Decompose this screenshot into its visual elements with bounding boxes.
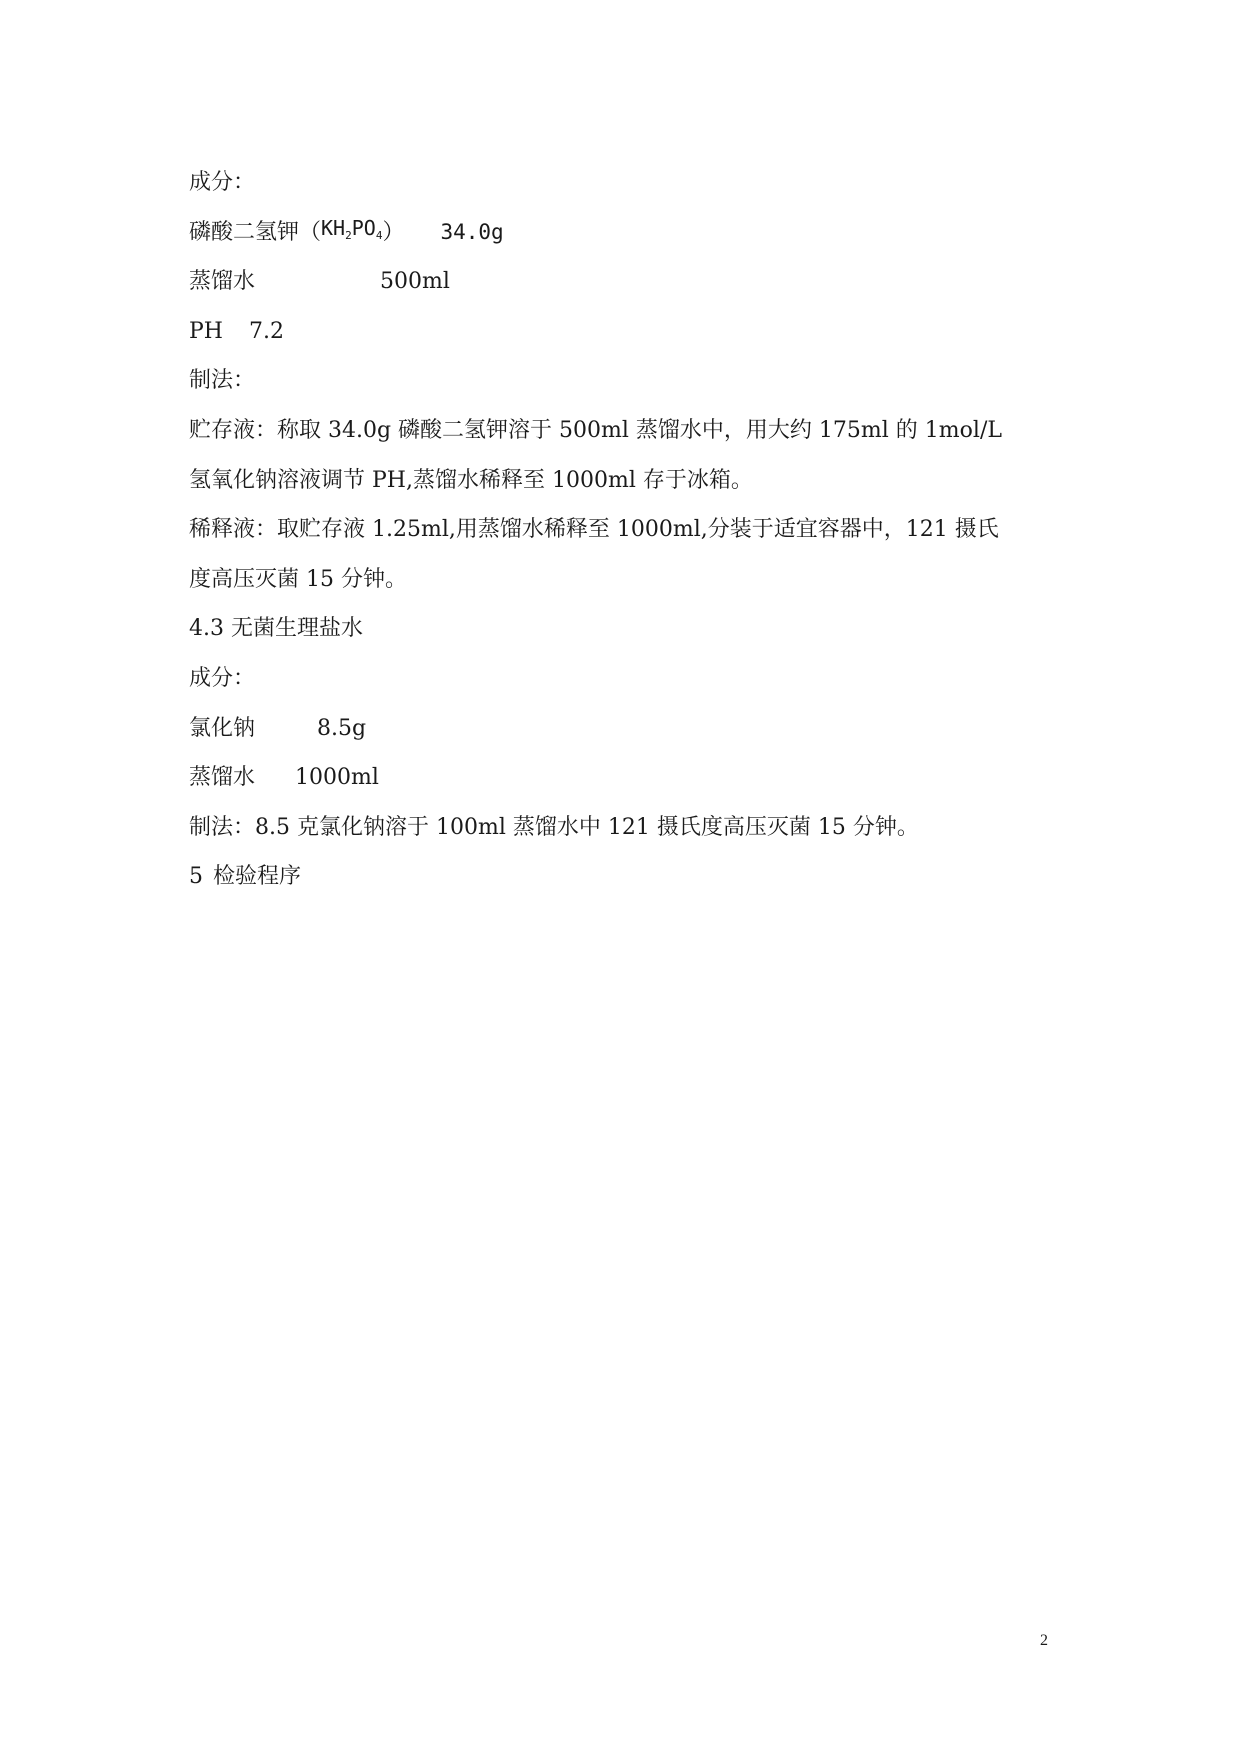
ingredient-name: 磷酸二氢钾（ <box>189 219 322 245</box>
section-heading-5 <box>189 852 1069 902</box>
method-label: 制法： <box>189 368 256 394</box>
section-heading-4-3: 4.3 无菌生理盐水 <box>189 616 363 642</box>
ingredient-amount: 1000ml <box>295 765 379 791</box>
stock-solution-line-2: 氢氧化钠溶液调节 PH,蒸馏水稀释至 1000ml 存于冰箱。 <box>189 467 753 493</box>
composition-label: 成分： <box>189 170 256 195</box>
ph-value: 7.2 <box>249 318 284 344</box>
document-body <box>189 158 1069 902</box>
ingredient-name: 蒸馏水 <box>189 269 256 295</box>
ingredient-distilled-water-2 <box>189 753 1069 803</box>
ingredient-distilled-water <box>189 257 1069 307</box>
dilution-line-1: 稀释液：取贮存液 1.25ml,用蒸馏水稀释至 1000ml,分装于适宜容器中，121 摄氏 <box>189 517 999 543</box>
section-title: 检验程序 <box>213 864 302 890</box>
method-line-saline: 制法：8.5 克氯化钠溶于 100ml 蒸馏水中 121 摄氏度高压灭菌 15 分钟。 <box>189 814 919 840</box>
ingredient-amount: 34.0g <box>440 219 504 244</box>
ingredient-name: 蒸馏水 <box>189 765 256 791</box>
ph-label: PH <box>189 318 223 344</box>
section-number: 5 <box>189 864 203 890</box>
ingredient-amount: 8.5g <box>317 715 367 741</box>
stock-solution-line-1: 贮存液：称取 34.0g 磷酸二氢钾溶于 500ml 蒸馏水中，用大约 175ml 的 1mol/L <box>189 417 1002 443</box>
ph-value-line <box>189 307 1069 357</box>
page-number: 2 <box>1040 1632 1048 1649</box>
ingredient-sodium-chloride <box>189 704 1069 754</box>
composition-label-2: 成分： <box>189 665 256 691</box>
ingredient-amount: 500ml <box>380 269 450 295</box>
chemical-formula: $KH_2PO_4$ <box>321 216 383 243</box>
ingredient-kh2po4: 磷酸二氢钾（ $KH_2PO_4$ ） 34.0g <box>189 208 1069 258</box>
ingredient-name: 氯化钠 <box>189 715 256 741</box>
dilution-line-2: 度高压灭菌 15 分钟。 <box>189 566 407 592</box>
